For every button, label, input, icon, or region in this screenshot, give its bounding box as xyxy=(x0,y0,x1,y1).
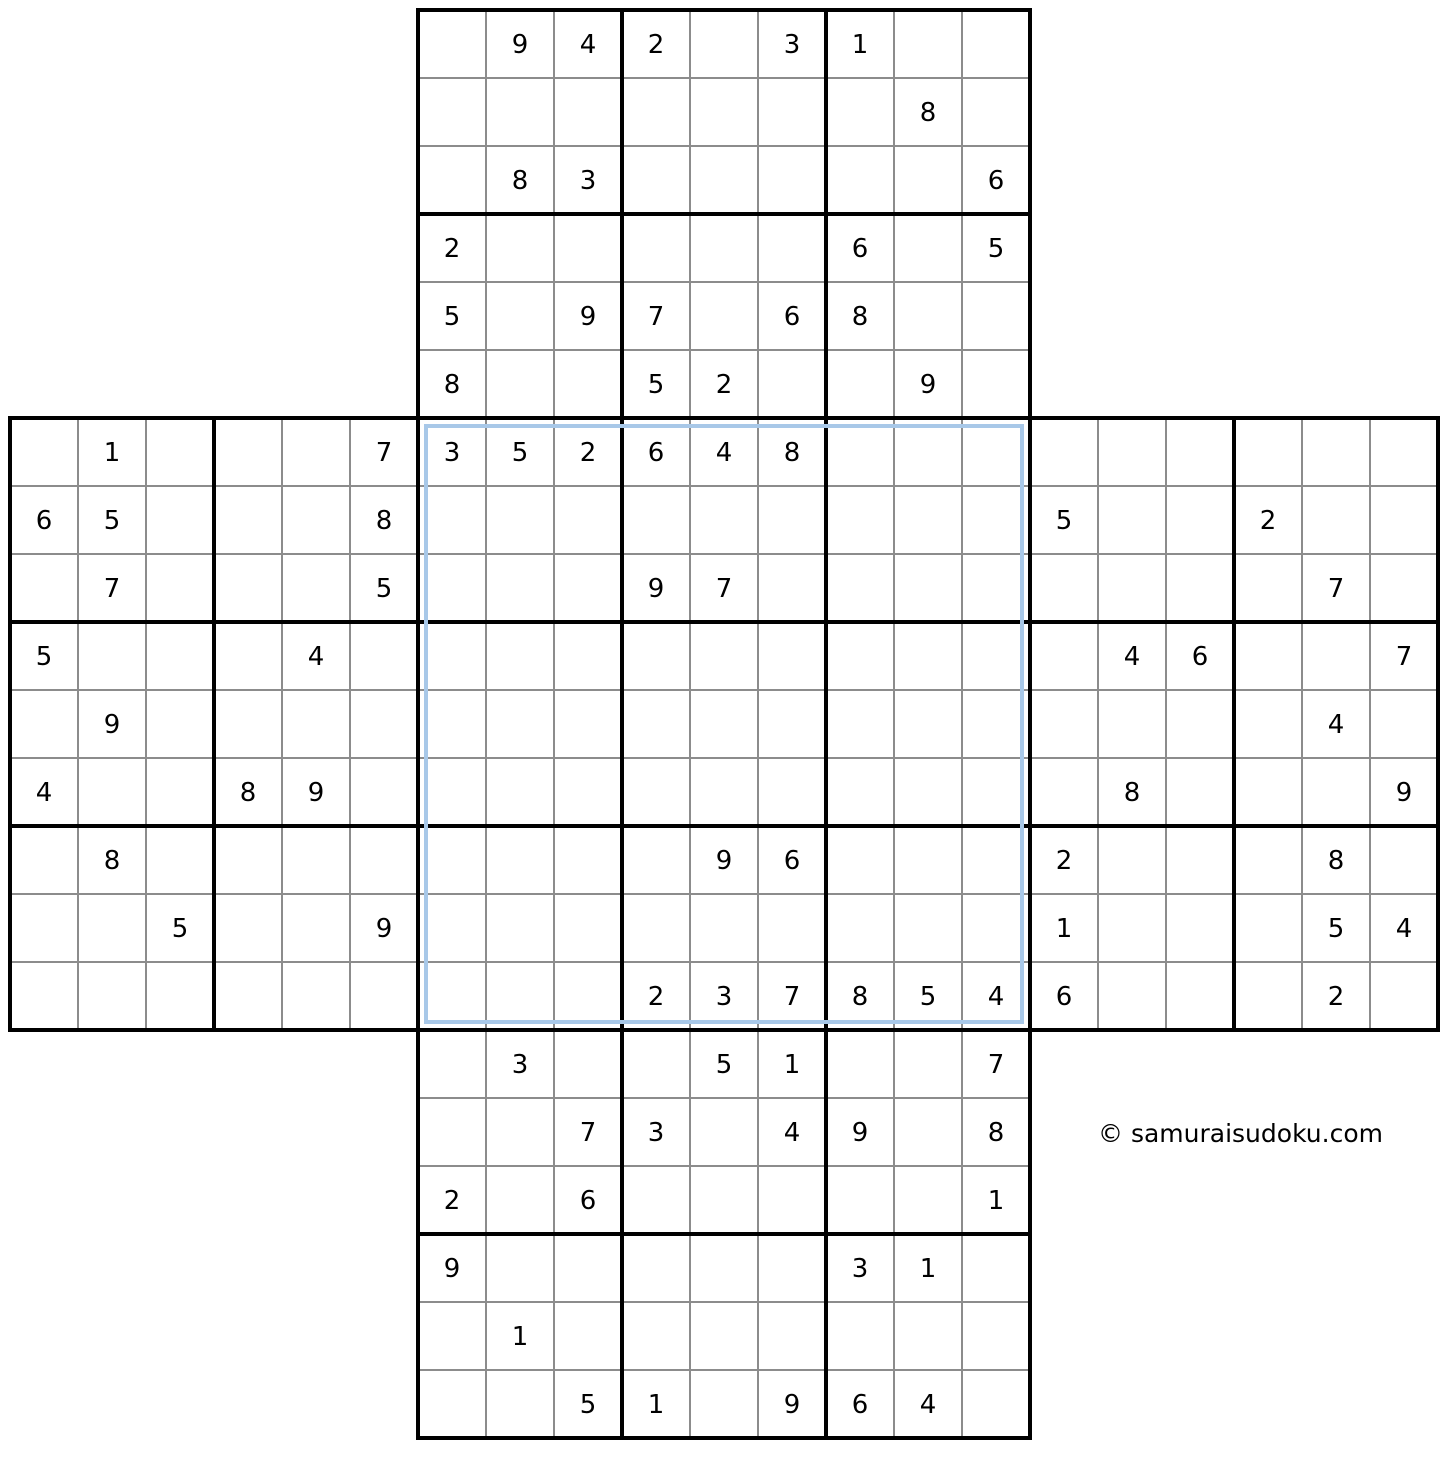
empty-cell[interactable] xyxy=(896,488,960,552)
empty-cell[interactable] xyxy=(12,420,76,484)
empty-cell[interactable] xyxy=(760,624,824,688)
given-digit: 9 xyxy=(511,30,529,60)
empty-cell[interactable] xyxy=(352,964,416,1028)
given-digit: 3 xyxy=(443,438,461,468)
empty-cell[interactable] xyxy=(488,896,552,960)
empty-cell[interactable] xyxy=(352,828,416,892)
given-digit: 2 xyxy=(647,982,665,1012)
given-digit: 8 xyxy=(851,982,869,1012)
given-digit: 6 xyxy=(851,1390,869,1420)
given-digit: 6 xyxy=(579,1186,597,1216)
empty-cell[interactable] xyxy=(896,828,960,892)
empty-cell[interactable] xyxy=(760,148,824,212)
empty-cell[interactable] xyxy=(80,760,144,824)
empty-cell[interactable] xyxy=(216,420,280,484)
given-digit: 4 xyxy=(1395,914,1413,944)
empty-cell[interactable] xyxy=(624,760,688,824)
empty-cell[interactable] xyxy=(624,216,688,280)
empty-cell[interactable] xyxy=(488,1372,552,1436)
empty-cell[interactable] xyxy=(896,692,960,756)
given-digit: 3 xyxy=(511,1050,529,1080)
empty-cell[interactable] xyxy=(624,1168,688,1232)
given-digit: 4 xyxy=(715,438,733,468)
empty-cell[interactable] xyxy=(1032,420,1096,484)
empty-cell[interactable] xyxy=(896,420,960,484)
given-digit: 5 xyxy=(579,1390,597,1420)
empty-cell[interactable] xyxy=(692,1236,756,1300)
empty-cell[interactable] xyxy=(692,896,756,960)
empty-cell[interactable] xyxy=(896,896,960,960)
given-digit: 5 xyxy=(103,506,121,536)
empty-cell[interactable] xyxy=(488,624,552,688)
given-digit: 8 xyxy=(783,438,801,468)
empty-cell[interactable] xyxy=(556,964,620,1028)
empty-cell[interactable] xyxy=(420,1304,484,1368)
given-digit: 5 xyxy=(443,302,461,332)
empty-cell[interactable] xyxy=(692,80,756,144)
given-digit: 2 xyxy=(579,438,597,468)
empty-cell[interactable] xyxy=(964,80,1028,144)
empty-cell[interactable] xyxy=(420,148,484,212)
given-digit: 5 xyxy=(1327,914,1345,944)
empty-cell[interactable] xyxy=(964,556,1028,620)
given-digit: 8 xyxy=(987,1118,1005,1148)
empty-cell[interactable] xyxy=(420,896,484,960)
copyright-text: © samuraisudoku.com xyxy=(1098,1119,1383,1148)
given-digit: 7 xyxy=(987,1050,1005,1080)
given-digit: 4 xyxy=(579,30,597,60)
empty-cell[interactable] xyxy=(760,80,824,144)
empty-cell[interactable] xyxy=(896,1100,960,1164)
given-digit: 3 xyxy=(647,1118,665,1148)
given-digit: 6 xyxy=(1191,642,1209,672)
empty-cell[interactable] xyxy=(216,828,280,892)
empty-cell[interactable] xyxy=(1100,964,1164,1028)
empty-cell[interactable] xyxy=(624,1304,688,1368)
empty-cell[interactable] xyxy=(964,1236,1028,1300)
empty-cell[interactable] xyxy=(896,1032,960,1096)
empty-cell[interactable] xyxy=(1168,692,1232,756)
empty-cell[interactable] xyxy=(12,896,76,960)
empty-cell[interactable] xyxy=(420,1100,484,1164)
empty-cell[interactable] xyxy=(692,12,756,76)
given-digit: 7 xyxy=(375,438,393,468)
empty-cell[interactable] xyxy=(556,760,620,824)
empty-cell[interactable] xyxy=(896,556,960,620)
given-digit: 4 xyxy=(919,1390,937,1420)
given-digit: 6 xyxy=(851,234,869,264)
empty-cell[interactable] xyxy=(760,896,824,960)
empty-cell[interactable] xyxy=(12,556,76,620)
given-digit: 6 xyxy=(647,438,665,468)
empty-cell[interactable] xyxy=(1236,828,1300,892)
empty-cell[interactable] xyxy=(896,12,960,76)
empty-cell[interactable] xyxy=(760,488,824,552)
empty-cell[interactable] xyxy=(692,624,756,688)
empty-cell[interactable] xyxy=(1168,896,1232,960)
empty-cell[interactable] xyxy=(420,828,484,892)
given-digit: 2 xyxy=(1055,846,1073,876)
empty-cell[interactable] xyxy=(692,1304,756,1368)
given-digit: 3 xyxy=(851,1254,869,1284)
empty-cell[interactable] xyxy=(828,420,892,484)
given-digit: 9 xyxy=(919,370,937,400)
given-digit: 9 xyxy=(851,1118,869,1148)
empty-cell[interactable] xyxy=(216,964,280,1028)
given-digit: 6 xyxy=(987,166,1005,196)
empty-cell[interactable] xyxy=(488,964,552,1028)
empty-cell[interactable] xyxy=(420,1032,484,1096)
empty-cell[interactable] xyxy=(1372,692,1436,756)
empty-cell[interactable] xyxy=(828,1168,892,1232)
empty-cell[interactable] xyxy=(1236,896,1300,960)
empty-cell[interactable] xyxy=(1168,828,1232,892)
empty-cell[interactable] xyxy=(692,216,756,280)
empty-cell[interactable] xyxy=(692,148,756,212)
empty-cell[interactable] xyxy=(1372,828,1436,892)
empty-cell[interactable] xyxy=(828,828,892,892)
given-digit: 1 xyxy=(511,1322,529,1352)
empty-cell[interactable] xyxy=(760,216,824,280)
empty-cell[interactable] xyxy=(624,828,688,892)
empty-cell[interactable] xyxy=(624,80,688,144)
given-digit: 5 xyxy=(511,438,529,468)
empty-cell[interactable] xyxy=(624,1032,688,1096)
empty-cell[interactable] xyxy=(896,1304,960,1368)
empty-cell[interactable] xyxy=(624,896,688,960)
empty-cell[interactable] xyxy=(760,352,824,416)
empty-cell[interactable] xyxy=(624,692,688,756)
empty-cell[interactable] xyxy=(556,1032,620,1096)
given-digit: 4 xyxy=(307,642,325,672)
given-digit: 8 xyxy=(239,778,257,808)
empty-cell[interactable] xyxy=(420,760,484,824)
empty-cell[interactable] xyxy=(1100,896,1164,960)
given-digit: 9 xyxy=(1395,778,1413,808)
given-digit: 7 xyxy=(103,574,121,604)
given-digit: 8 xyxy=(851,302,869,332)
given-digit: 1 xyxy=(1055,914,1073,944)
empty-cell[interactable] xyxy=(556,828,620,892)
empty-cell[interactable] xyxy=(828,760,892,824)
empty-cell[interactable] xyxy=(896,624,960,688)
empty-cell[interactable] xyxy=(964,828,1028,892)
empty-cell[interactable] xyxy=(692,284,756,348)
empty-cell[interactable] xyxy=(896,216,960,280)
given-digit: 9 xyxy=(715,846,733,876)
given-digit: 2 xyxy=(647,30,665,60)
given-digit: 8 xyxy=(103,846,121,876)
empty-cell[interactable] xyxy=(420,12,484,76)
empty-cell[interactable] xyxy=(828,352,892,416)
empty-cell[interactable] xyxy=(284,556,348,620)
given-digit: 9 xyxy=(647,574,665,604)
given-digit: 5 xyxy=(647,370,665,400)
empty-cell[interactable] xyxy=(828,896,892,960)
empty-cell[interactable] xyxy=(1032,556,1096,620)
given-digit: 1 xyxy=(647,1390,665,1420)
given-digit: 1 xyxy=(103,438,121,468)
given-digit: 2 xyxy=(443,234,461,264)
given-digit: 7 xyxy=(783,982,801,1012)
empty-cell[interactable] xyxy=(488,1100,552,1164)
given-digit: 7 xyxy=(1395,642,1413,672)
empty-cell[interactable] xyxy=(1236,624,1300,688)
empty-cell[interactable] xyxy=(488,488,552,552)
empty-cell[interactable] xyxy=(760,556,824,620)
given-digit: 9 xyxy=(375,914,393,944)
empty-cell[interactable] xyxy=(216,488,280,552)
given-digit: 4 xyxy=(1123,642,1141,672)
given-digit: 2 xyxy=(443,1186,461,1216)
given-digit: 1 xyxy=(851,30,869,60)
empty-cell[interactable] xyxy=(692,1100,756,1164)
empty-cell[interactable] xyxy=(284,420,348,484)
empty-cell[interactable] xyxy=(148,624,212,688)
empty-cell[interactable] xyxy=(216,896,280,960)
given-digit: 7 xyxy=(579,1118,597,1148)
empty-cell[interactable] xyxy=(488,1168,552,1232)
given-digit: 5 xyxy=(375,574,393,604)
given-digit: 8 xyxy=(511,166,529,196)
empty-cell[interactable] xyxy=(1304,760,1368,824)
empty-cell[interactable] xyxy=(1168,556,1232,620)
empty-cell[interactable] xyxy=(964,760,1028,824)
empty-cell[interactable] xyxy=(556,556,620,620)
empty-cell[interactable] xyxy=(420,80,484,144)
empty-cell[interactable] xyxy=(148,556,212,620)
empty-cell[interactable] xyxy=(488,80,552,144)
empty-cell[interactable] xyxy=(692,692,756,756)
given-digit: 3 xyxy=(783,30,801,60)
empty-cell[interactable] xyxy=(488,760,552,824)
empty-cell[interactable] xyxy=(828,148,892,212)
given-digit: 8 xyxy=(443,370,461,400)
given-digit: 5 xyxy=(715,1050,733,1080)
empty-cell[interactable] xyxy=(964,624,1028,688)
empty-cell[interactable] xyxy=(284,828,348,892)
empty-cell[interactable] xyxy=(420,556,484,620)
empty-cell[interactable] xyxy=(488,284,552,348)
empty-cell[interactable] xyxy=(1304,488,1368,552)
empty-cell[interactable] xyxy=(1236,692,1300,756)
empty-cell[interactable] xyxy=(760,1168,824,1232)
given-digit: 7 xyxy=(715,574,733,604)
empty-cell[interactable] xyxy=(1100,420,1164,484)
empty-cell[interactable] xyxy=(148,692,212,756)
empty-cell[interactable] xyxy=(1100,828,1164,892)
empty-cell[interactable] xyxy=(1236,760,1300,824)
given-digit: 6 xyxy=(35,506,53,536)
empty-cell[interactable] xyxy=(964,12,1028,76)
empty-cell[interactable] xyxy=(556,692,620,756)
empty-cell[interactable] xyxy=(420,624,484,688)
empty-cell[interactable] xyxy=(284,692,348,756)
empty-cell[interactable] xyxy=(1168,488,1232,552)
given-digit: 5 xyxy=(919,982,937,1012)
empty-cell[interactable] xyxy=(964,352,1028,416)
empty-cell[interactable] xyxy=(828,624,892,688)
empty-cell[interactable] xyxy=(80,964,144,1028)
empty-cell[interactable] xyxy=(1304,420,1368,484)
empty-cell[interactable] xyxy=(964,284,1028,348)
given-digit: 5 xyxy=(1055,506,1073,536)
given-digit: 4 xyxy=(987,982,1005,1012)
empty-cell[interactable] xyxy=(148,488,212,552)
empty-cell[interactable] xyxy=(12,964,76,1028)
given-digit: 2 xyxy=(1327,982,1345,1012)
empty-cell[interactable] xyxy=(148,760,212,824)
empty-cell[interactable] xyxy=(352,692,416,756)
empty-cell[interactable] xyxy=(1304,624,1368,688)
empty-cell[interactable] xyxy=(896,760,960,824)
given-digit: 4 xyxy=(1327,710,1345,740)
given-digit: 7 xyxy=(1327,574,1345,604)
empty-cell[interactable] xyxy=(964,1372,1028,1436)
empty-cell[interactable] xyxy=(148,420,212,484)
empty-cell[interactable] xyxy=(420,488,484,552)
empty-cell[interactable] xyxy=(488,828,552,892)
given-digit: 7 xyxy=(647,302,665,332)
given-digit: 1 xyxy=(919,1254,937,1284)
given-digit: 6 xyxy=(1055,982,1073,1012)
empty-cell[interactable] xyxy=(556,1236,620,1300)
empty-cell[interactable] xyxy=(828,1032,892,1096)
empty-cell[interactable] xyxy=(1032,760,1096,824)
empty-cell[interactable] xyxy=(964,1304,1028,1368)
empty-cell[interactable] xyxy=(488,352,552,416)
empty-cell[interactable] xyxy=(284,896,348,960)
empty-cell[interactable] xyxy=(624,148,688,212)
empty-cell[interactable] xyxy=(828,556,892,620)
empty-cell[interactable] xyxy=(692,1372,756,1436)
given-digit: 4 xyxy=(783,1118,801,1148)
empty-cell[interactable] xyxy=(760,692,824,756)
empty-cell[interactable] xyxy=(556,488,620,552)
empty-cell[interactable] xyxy=(692,488,756,552)
empty-cell[interactable] xyxy=(284,488,348,552)
empty-cell[interactable] xyxy=(80,896,144,960)
empty-cell[interactable] xyxy=(1168,420,1232,484)
empty-cell[interactable] xyxy=(624,1236,688,1300)
empty-cell[interactable] xyxy=(964,420,1028,484)
empty-cell[interactable] xyxy=(1372,420,1436,484)
empty-cell[interactable] xyxy=(828,1304,892,1368)
given-digit: 9 xyxy=(103,710,121,740)
given-digit: 5 xyxy=(987,234,1005,264)
given-digit: 1 xyxy=(987,1186,1005,1216)
empty-cell[interactable] xyxy=(556,216,620,280)
given-digit: 3 xyxy=(579,166,597,196)
empty-cell[interactable] xyxy=(488,556,552,620)
given-digit: 6 xyxy=(783,302,801,332)
empty-cell[interactable] xyxy=(420,964,484,1028)
given-digit: 2 xyxy=(715,370,733,400)
empty-cell[interactable] xyxy=(488,692,552,756)
empty-cell[interactable] xyxy=(1372,964,1436,1028)
empty-cell[interactable] xyxy=(556,352,620,416)
empty-cell[interactable] xyxy=(964,896,1028,960)
empty-cell[interactable] xyxy=(284,964,348,1028)
empty-cell[interactable] xyxy=(1100,556,1164,620)
empty-cell[interactable] xyxy=(964,692,1028,756)
empty-cell[interactable] xyxy=(556,624,620,688)
empty-cell[interactable] xyxy=(1168,964,1232,1028)
empty-cell[interactable] xyxy=(896,284,960,348)
empty-cell[interactable] xyxy=(1100,692,1164,756)
empty-cell[interactable] xyxy=(420,1372,484,1436)
empty-cell[interactable] xyxy=(148,828,212,892)
given-digit: 3 xyxy=(715,982,733,1012)
given-digit: 5 xyxy=(35,642,53,672)
empty-cell[interactable] xyxy=(896,148,960,212)
given-digit: 1 xyxy=(783,1050,801,1080)
empty-cell[interactable] xyxy=(556,1304,620,1368)
empty-cell[interactable] xyxy=(692,760,756,824)
given-digit: 9 xyxy=(443,1254,461,1284)
empty-cell[interactable] xyxy=(352,760,416,824)
empty-cell[interactable] xyxy=(1032,624,1096,688)
empty-cell[interactable] xyxy=(828,80,892,144)
empty-cell[interactable] xyxy=(760,1304,824,1368)
given-digit: 4 xyxy=(35,778,53,808)
empty-cell[interactable] xyxy=(148,964,212,1028)
empty-cell[interactable] xyxy=(1100,488,1164,552)
empty-cell[interactable] xyxy=(1236,556,1300,620)
given-digit: 9 xyxy=(579,302,597,332)
empty-cell[interactable] xyxy=(964,488,1028,552)
given-digit: 9 xyxy=(783,1390,801,1420)
empty-cell[interactable] xyxy=(12,828,76,892)
empty-cell[interactable] xyxy=(1372,556,1436,620)
empty-cell[interactable] xyxy=(624,488,688,552)
empty-cell[interactable] xyxy=(1236,964,1300,1028)
empty-cell[interactable] xyxy=(1032,692,1096,756)
given-digit: 5 xyxy=(171,914,189,944)
given-digit: 6 xyxy=(783,846,801,876)
empty-cell[interactable] xyxy=(488,1236,552,1300)
cell-targets xyxy=(12,12,1436,1436)
empty-cell[interactable] xyxy=(556,80,620,144)
given-digit: 9 xyxy=(307,778,325,808)
given-digit: 8 xyxy=(1123,778,1141,808)
empty-cell[interactable] xyxy=(760,1236,824,1300)
empty-cell[interactable] xyxy=(828,488,892,552)
empty-cell[interactable] xyxy=(352,624,416,688)
empty-cell[interactable] xyxy=(216,624,280,688)
empty-cell[interactable] xyxy=(80,624,144,688)
empty-cell[interactable] xyxy=(896,1168,960,1232)
empty-cell[interactable] xyxy=(760,760,824,824)
empty-cell[interactable] xyxy=(216,692,280,756)
empty-cell[interactable] xyxy=(1236,420,1300,484)
empty-cell[interactable] xyxy=(216,556,280,620)
given-digit: 8 xyxy=(919,98,937,128)
empty-cell[interactable] xyxy=(556,896,620,960)
empty-cell[interactable] xyxy=(488,216,552,280)
empty-cell[interactable] xyxy=(1168,760,1232,824)
empty-cell[interactable] xyxy=(828,692,892,756)
empty-cell[interactable] xyxy=(624,624,688,688)
empty-cell[interactable] xyxy=(1372,488,1436,552)
empty-cell[interactable] xyxy=(692,1168,756,1232)
given-digit: 8 xyxy=(1327,846,1345,876)
given-digit: 2 xyxy=(1259,506,1277,536)
empty-cell[interactable] xyxy=(12,692,76,756)
empty-cell[interactable] xyxy=(420,692,484,756)
given-digit: 8 xyxy=(375,506,393,536)
